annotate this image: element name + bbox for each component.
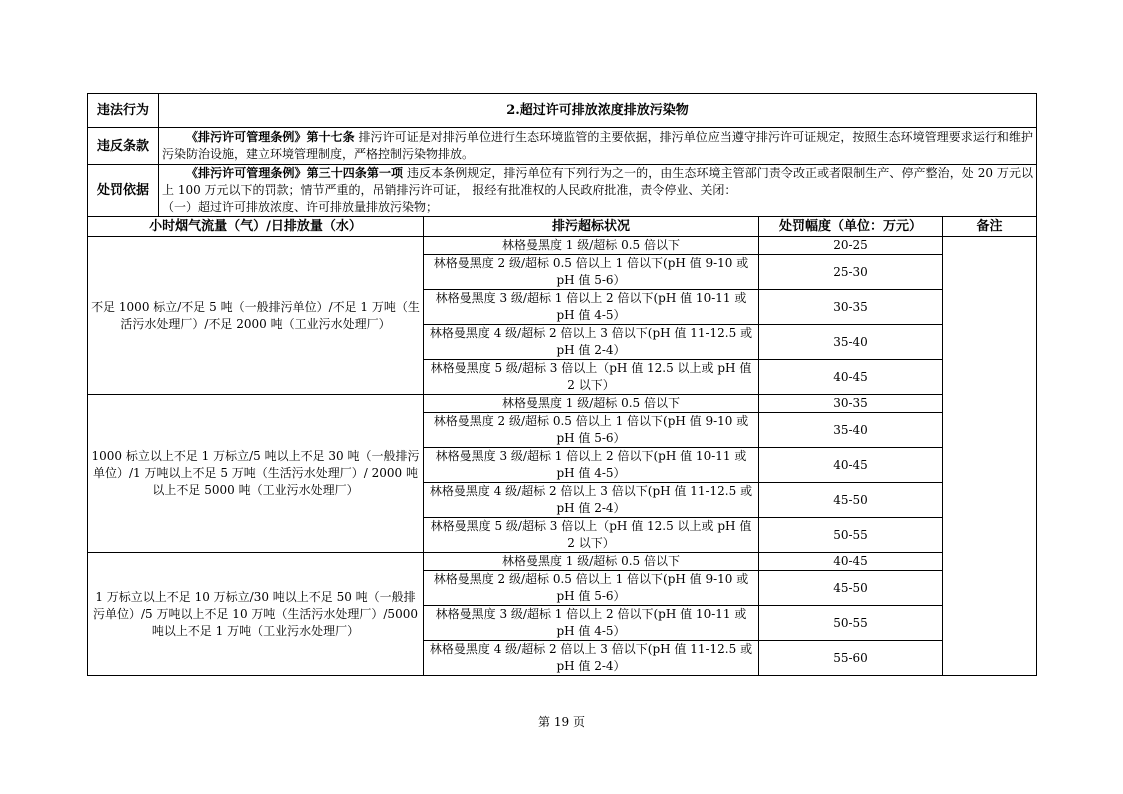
penalty-table (87, 93, 1037, 676)
penalty-range-cell: 30-35 (759, 395, 943, 413)
exceed-condition-cell: 林格曼黑度 1 级/超标 0.5 倍以下 (424, 237, 759, 255)
exceed-condition-cell: 林格曼黑度 5 级/超标 3 倍以上（pH 值 12.5 以上或 pH 值 2 以下） (424, 360, 759, 395)
table-row (88, 237, 1037, 255)
penalty-range-cell: 40-45 (759, 360, 943, 395)
basis-label: 处罚依据 (88, 165, 159, 217)
flow-range-cell: 1 万标立以上不足 10 万标立/30 吨以上不足 50 吨（一般排污单位）/5 万吨以上不足 10 万吨（生活污水处理厂）/5000 吨以上不足 1 万吨（工业污水处理厂） (88, 553, 424, 676)
penalty-range-cell: 25-30 (759, 255, 943, 290)
clause-label: 违反条款 (88, 128, 159, 165)
basis-text (159, 165, 1037, 217)
document-page (87, 93, 1036, 676)
page-number: 第 19 页 (538, 715, 585, 729)
penalty-range-cell: 40-45 (759, 448, 943, 483)
exceed-condition-cell: 林格曼黑度 4 级/超标 2 倍以上 3 倍以下(pH 值 11-12.5 或 pH 值 2-4） (424, 325, 759, 360)
penalty-range-cell: 50-55 (759, 606, 943, 641)
penalty-range-cell: 30-35 (759, 290, 943, 325)
exceed-condition-cell: 林格曼黑度 3 级/超标 1 倍以上 2 倍以下(pH 值 10-11 或 pH 值 4-5） (424, 448, 759, 483)
exceed-condition-cell: 林格曼黑度 2 级/超标 0.5 倍以上 1 倍以下(pH 值 9-10 或 pH 值 5-6） (424, 413, 759, 448)
flow-range-cell: 1000 标立以上不足 1 万标立/5 吨以上不足 30 吨（一般排污单位）/1 万吨以上不足 5 万吨（生活污水处理厂）/ 2000 吨以上不足 5000 吨（工业污水处理厂） (88, 395, 424, 553)
exceed-condition-cell: 林格曼黑度 1 级/超标 0.5 倍以下 (424, 553, 759, 571)
clause-text (159, 128, 1037, 165)
penalty-range-cell: 50-55 (759, 518, 943, 553)
violation-title: 2.超过许可排放浓度排放污染物 (159, 94, 1037, 128)
penalty-range-cell: 45-50 (759, 483, 943, 518)
penalty-range-cell: 20-25 (759, 237, 943, 255)
exceed-condition-cell: 林格曼黑度 4 级/超标 2 倍以上 3 倍以下(pH 值 11-12.5 或 pH 值 2-4） (424, 641, 759, 676)
clause-law-title: 《排污许可管理条例》第十七条 (186, 130, 355, 144)
penalty-range-cell: 45-50 (759, 571, 943, 606)
basis-law-title: 《排污许可管理条例》第三十四条第一项 (186, 166, 404, 180)
flow-range-cell: 不足 1000 标立/不足 5 吨（一般排污单位）/不足 1 万吨（生活污水处理厂）/不足 2000 吨（工业污水处理厂） (88, 237, 424, 395)
exceed-condition-cell: 林格曼黑度 5 级/超标 3 倍以上（pH 值 12.5 以上或 pH 值 2 以下） (424, 518, 759, 553)
col-header-penalty: 处罚幅度（单位：万元） (759, 217, 943, 237)
exceed-condition-cell: 林格曼黑度 2 级/超标 0.5 倍以上 1 倍以下(pH 值 9-10 或 pH 值 5-6） (424, 255, 759, 290)
col-header-flow: 小时烟气流量（气）/日排放量（水） (88, 217, 424, 237)
col-header-remark: 备注 (943, 217, 1037, 237)
penalty-range-cell: 55-60 (759, 641, 943, 676)
penalty-range-cell: 35-40 (759, 413, 943, 448)
clause-row (88, 128, 1037, 165)
column-header-row (88, 217, 1037, 237)
table-row (88, 395, 1037, 413)
col-header-exceed: 排污超标状况 (424, 217, 759, 237)
exceed-condition-cell: 林格曼黑度 1 级/超标 0.5 倍以下 (424, 395, 759, 413)
basis-body: 违反本条例规定，排污单位有下列行为之一的，由生态环境主管部门责令改正或者限制生产、停产整治，处 20 万元以上 100 万元以下的罚款；情节严重的，吊销排污许可证， 报经有批准权的人民政府批准，责令停业、关闭： (162, 166, 1034, 197)
basis-item: （一）超过许可排放浓度、许可排放量排放污染物； (162, 200, 439, 214)
violation-label: 违法行为 (88, 94, 159, 128)
clause-body: 排污许可证是对排污单位进行生态环境监管的主要依据，排污单位应当遵守排污许可证规定，按照生态环境管理要求运行和维护污染防治设施，建立环境管理制度，严格控制污染物排放。 (162, 130, 1033, 161)
exceed-condition-cell: 林格曼黑度 4 级/超标 2 倍以上 3 倍以下(pH 值 11-12.5 或 pH 值 2-4） (424, 483, 759, 518)
violation-row (88, 94, 1037, 128)
exceed-condition-cell: 林格曼黑度 3 级/超标 1 倍以上 2 倍以下(pH 值 10-11 或 pH 值 4-5） (424, 606, 759, 641)
remark-cell (943, 237, 1037, 676)
exceed-condition-cell: 林格曼黑度 2 级/超标 0.5 倍以上 1 倍以下(pH 值 9-10 或 pH 值 5-6） (424, 571, 759, 606)
penalty-range-cell: 35-40 (759, 325, 943, 360)
basis-row (88, 165, 1037, 217)
penalty-range-cell: 40-45 (759, 553, 943, 571)
table-row (88, 553, 1037, 571)
exceed-condition-cell: 林格曼黑度 3 级/超标 1 倍以上 2 倍以下(pH 值 10-11 或 pH 值 4-5） (424, 290, 759, 325)
